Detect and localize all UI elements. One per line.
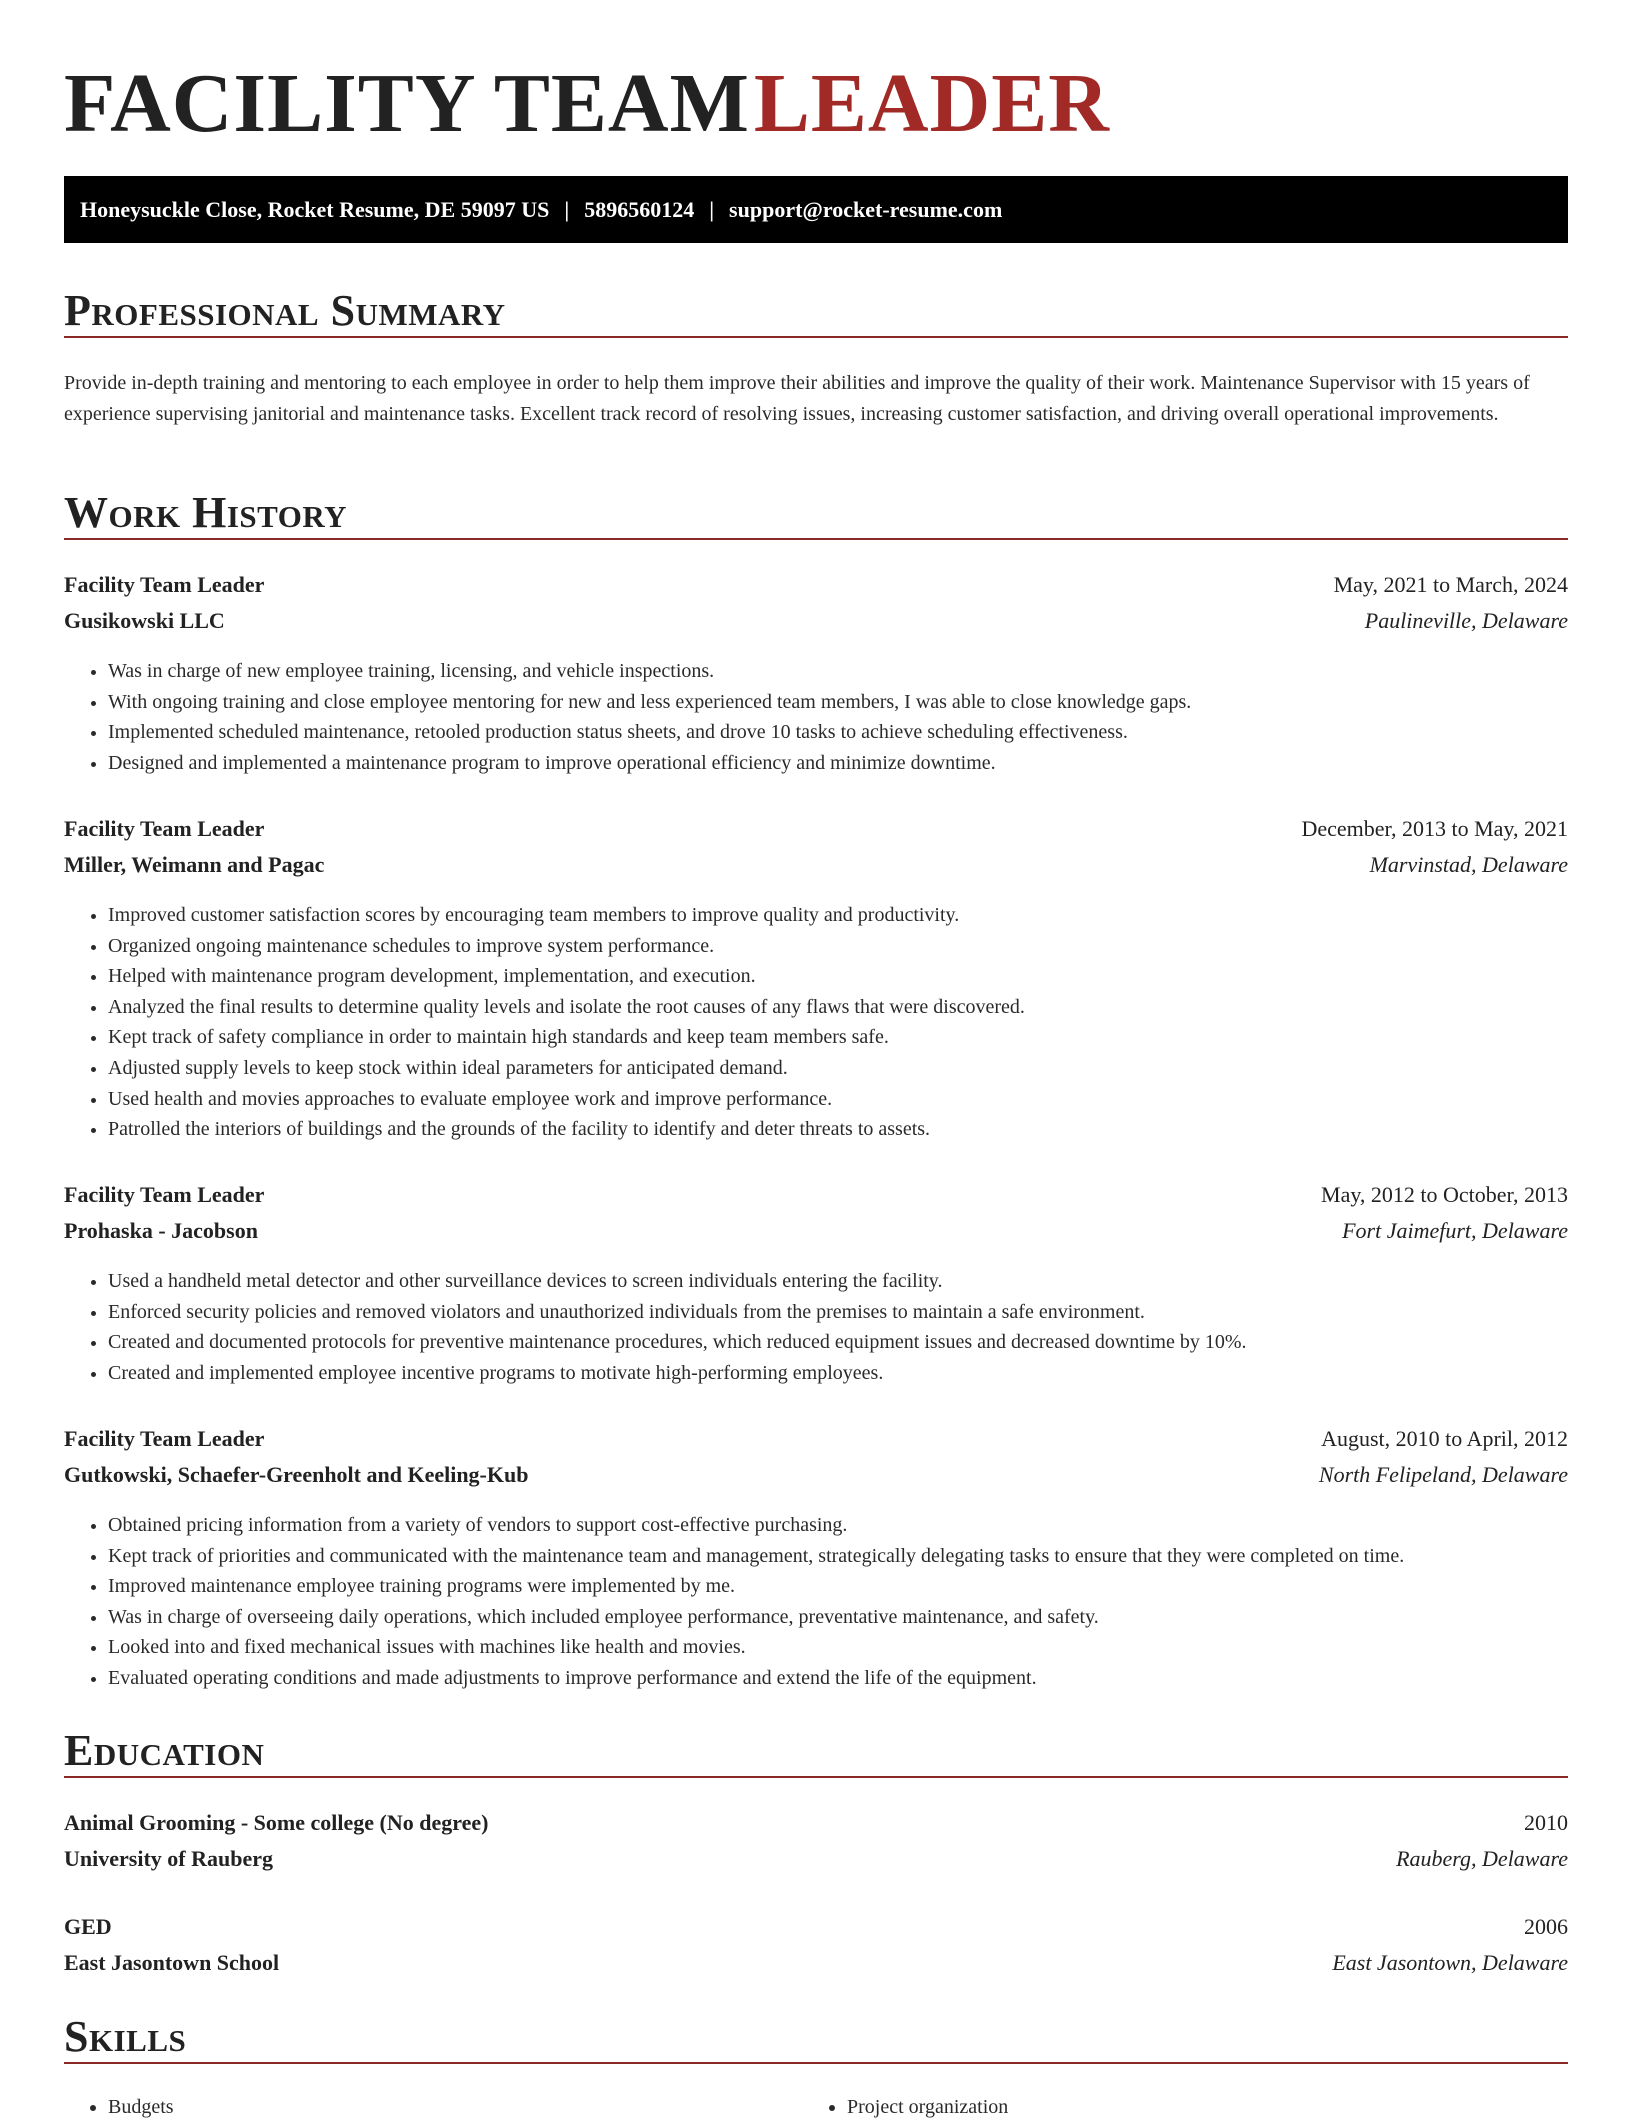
education-entry [64, 1810, 1568, 1882]
job-entry [64, 572, 1568, 778]
job-dates: May, 2012 to October, 2013 [1321, 1182, 1568, 1207]
job-dates: May, 2021 to March, 2024 [1333, 572, 1568, 597]
list-item: • Enforced security policies and removed violators and unauthorized individuals from the premises to maintain a safe environment. [108, 1297, 1568, 1328]
summary-text: Provide in-depth training and mentoring to each employee in order to help them improve their abilities and improve the quality of their work. Maintenance Supervisor with 15 years of experience supervising janitorial and maintenance tasks. Excellent track record of resolving issues, increasing customer satisfaction, and driving overall operational improvements. [64, 372, 1530, 425]
job-location: Fort Jaimefurt, Delaware [1342, 1218, 1568, 1243]
list-item: • Used health and movies approaches to evaluate employee work and improve performance. [108, 1084, 1568, 1115]
job-company: Gutkowski, Schaefer-Greenholt and Keeling-Kub [64, 1462, 529, 1487]
job-dates: December, 2013 to May, 2021 [1301, 816, 1568, 841]
skill-item: • Project organization [847, 2092, 1547, 2122]
job-role: Facility Team Leader [64, 1182, 265, 1207]
section-title: Professional Summary [64, 286, 506, 335]
job-role: Facility Team Leader [64, 572, 265, 597]
education-degree: Animal Grooming - Some college (No degree) [64, 1810, 489, 1835]
job-bullets [64, 900, 1568, 1145]
section-heading-education [64, 1726, 1568, 1778]
education-school: East Jasontown School [64, 1950, 280, 1975]
list-item: • Organized ongoing maintenance schedules to improve system performance. [108, 931, 1568, 962]
list-item: • Kept track of priorities and communicated with the maintenance team and management, strategically delegating tasks to ensure that they were completed on time. [108, 1541, 1568, 1572]
education-location: Rauberg, Delaware [1396, 1846, 1568, 1871]
contact-separator: | [709, 196, 715, 222]
job-location: Paulineville, Delaware [1364, 608, 1568, 633]
list-item: • Improved maintenance employee training programs were implemented by me. [108, 1571, 1568, 1602]
section-heading-skills [64, 2012, 1568, 2064]
list-item: • Evaluated operating conditions and made adjustments to improve performance and extend the life of the equipment. [108, 1663, 1568, 1694]
job-company: Miller, Weimann and Pagac [64, 852, 325, 877]
job-location: North Felipeland, Delaware [1318, 1462, 1568, 1487]
job-role: Facility Team Leader [64, 816, 265, 841]
education-school: University of Rauberg [64, 1846, 273, 1871]
section-heading-summary [64, 286, 1568, 338]
section-title: Education [64, 1726, 265, 1775]
contact-bar [64, 176, 1568, 243]
section-title: Work History [64, 488, 348, 537]
job-entry [64, 1182, 1568, 1388]
job-entry [64, 816, 1568, 1145]
job-bullets [64, 1510, 1568, 1694]
section-title: Skills [64, 2012, 187, 2061]
section-heading-work [64, 488, 1568, 540]
education-degree: GED [64, 1914, 112, 1939]
job-location: Marvinstad, Delaware [1369, 852, 1568, 877]
list-item: • Analyzed the final results to determine quality levels and isolate the root causes of any flaws that were discovered. [108, 992, 1568, 1023]
job-role: Facility Team Leader [64, 1426, 265, 1451]
title-part-1: FACILITY TEAM [64, 57, 750, 150]
job-bullets [64, 656, 1568, 778]
list-item: • Looked into and fixed mechanical issues with machines like health and movies. [108, 1632, 1568, 1663]
list-item: • Patrolled the interiors of buildings and the grounds of the facility to identify and deter threats to assets. [108, 1114, 1568, 1145]
education-location: East Jasontown, Delaware [1332, 1950, 1568, 1975]
contact-email: support@rocket-resume.com [729, 196, 1003, 222]
list-item: • Was in charge of new employee training, licensing, and vehicle inspections. [108, 656, 1568, 687]
list-item: • Was in charge of overseeing daily operations, which included employee performance, preventative maintenance, and safety. [108, 1602, 1568, 1633]
skill-item: • Budgets [108, 2092, 808, 2122]
contact-phone: 5896560124 [584, 196, 695, 222]
list-item: • Created and implemented employee incentive programs to motivate high-performing employees. [108, 1358, 1568, 1389]
list-item: • Kept track of safety compliance in order to maintain high standards and keep team members safe. [108, 1022, 1568, 1053]
list-item: • Designed and implemented a maintenance program to improve operational efficiency and minimize downtime. [108, 748, 1568, 779]
list-item: • Improved customer satisfaction scores by encouraging team members to improve quality and productivity. [108, 900, 1568, 931]
list-item: • With ongoing training and close employee mentoring for new and less experienced team members, I was able to close knowledge gaps. [108, 687, 1568, 718]
contact-separator: | [564, 196, 570, 222]
title-part-2: LEADER [753, 57, 1110, 150]
list-item: • Used a handheld metal detector and other surveillance devices to screen individuals entering the facility. [108, 1266, 1568, 1297]
job-dates: August, 2010 to April, 2012 [1321, 1426, 1568, 1451]
skills-list-left [64, 2092, 808, 2122]
education-year: 2006 [1524, 1914, 1568, 1939]
education-year: 2010 [1524, 1810, 1568, 1835]
job-bullets [64, 1266, 1568, 1388]
job-company: Gusikowski LLC [64, 608, 225, 633]
job-entry [64, 1426, 1568, 1694]
skills-list-right [803, 2092, 1547, 2122]
list-item: • Helped with maintenance program development, implementation, and execution. [108, 961, 1568, 992]
education-entry [64, 1914, 1568, 1986]
job-company: Prohaska - Jacobson [64, 1218, 258, 1243]
resume-title [64, 56, 1110, 156]
list-item: • Created and documented protocols for preventive maintenance procedures, which reduced equipment issues and decreased downtime by 10%. [108, 1327, 1568, 1358]
list-item: • Adjusted supply levels to keep stock within ideal parameters for anticipated demand. [108, 1053, 1568, 1084]
contact-address: Honeysuckle Close, Rocket Resume, DE 59097 US [80, 196, 550, 222]
list-item: • Implemented scheduled maintenance, retooled production status sheets, and drove 10 tasks to achieve scheduling effectiveness. [108, 717, 1568, 748]
list-item: • Obtained pricing information from a variety of vendors to support cost-effective purchasing. [108, 1510, 1568, 1541]
